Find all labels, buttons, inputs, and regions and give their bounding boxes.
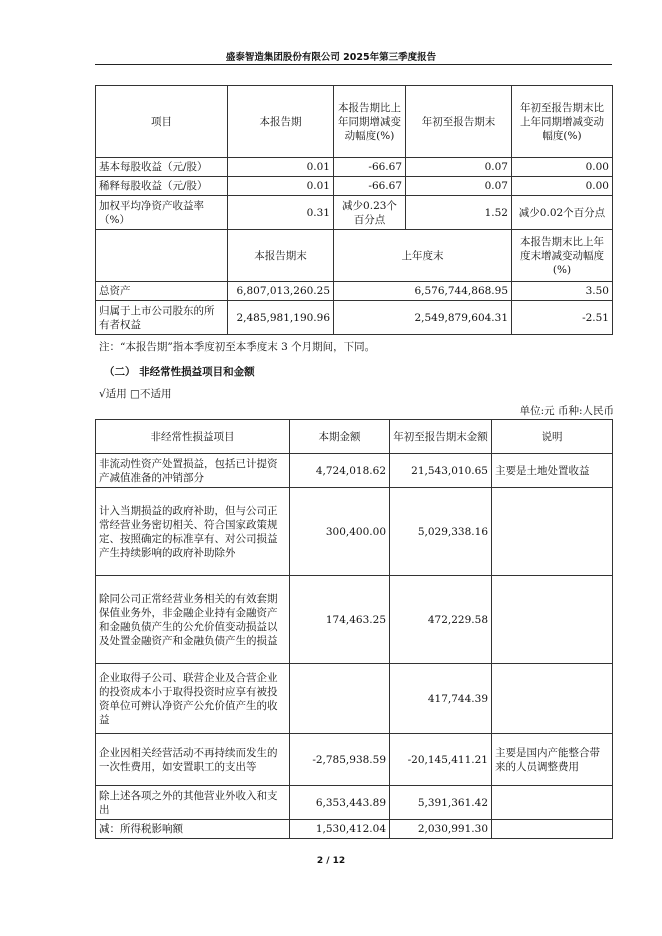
page-header-title: 盛泰智造集团股份有限公司 2025年第三季度报告: [225, 52, 437, 63]
cell-value: -2.51: [512, 301, 613, 335]
col-header-prior-year-end: 上年度末: [334, 230, 512, 282]
table-note: 注：“本报告期”指本季度初至本季度末 3 个月期间，下同。: [99, 341, 376, 353]
table-header-row: [96, 420, 613, 454]
col-header-period-end-change: 本报告期末比上年度末增减变动幅度(%): [512, 230, 613, 282]
col-header-item: 项目: [96, 86, 228, 158]
cell-value: -66.67: [334, 177, 406, 196]
cell-value: 5,029,338.16: [390, 488, 492, 576]
row-label: 除同公司正常经营业务相关的有效套期保值业务外，非金融企业持有金融资产和金融负债产生的公允价值变动损益以及处置金融资产和金融负债产生的损益: [96, 576, 290, 664]
row-label: 除上述各项之外的其他营业外收入和支出: [96, 786, 290, 820]
cell-value: 减少0.23个百分点: [334, 196, 406, 230]
cell-value: -2,785,938.59: [290, 734, 390, 786]
cell-value: 0.31: [228, 196, 334, 230]
row-label: 稀释每股收益（元/股）: [96, 177, 228, 196]
col-header-ytd: 年初至报告期末: [406, 86, 512, 158]
non-recurring-items-table: [95, 419, 613, 839]
table-row: [96, 454, 613, 488]
cell-value: 417,744.39: [390, 664, 492, 734]
row-label: 计入当期损益的政府补助，但与公司正常经营业务密切相关、符合国家政策规定、按照确定的标准享有、对公司损益产生持续影响的政府补助除外: [96, 488, 290, 576]
table-row: [96, 820, 613, 839]
cell-value: 2,485,981,190.96: [228, 301, 334, 335]
cell-remark: 主要是土地处置收益: [492, 454, 613, 488]
page-number: 2 / 12: [316, 856, 346, 866]
col-header-remark: 说明: [492, 420, 613, 454]
cell-value: 0.07: [406, 177, 512, 196]
cell-remark: 主要是国内产能整合带来的人员调整费用: [492, 734, 613, 786]
cell-value: 6,576,744,868.95: [334, 282, 512, 301]
table-row: [96, 282, 613, 301]
table-header-row: [96, 230, 613, 282]
cell-value: 472,229.58: [390, 576, 492, 664]
cell-value: 6,353,443.89: [290, 786, 390, 820]
col-header-item: 非经常性损益项目: [96, 420, 290, 454]
cell-value: 174,463.25: [290, 576, 390, 664]
cell-value: 300,400.00: [290, 488, 390, 576]
cell-remark: [492, 820, 613, 839]
applicability-checkbox: √适用 □不适用: [99, 388, 172, 400]
cell-value: 6,807,013,260.25: [228, 282, 334, 301]
row-label: 企业因相关经营活动不再持续而发生的一次性费用，如安置职工的支出等: [96, 734, 290, 786]
section-title: （二） 非经常性损益项目和金额: [104, 366, 255, 378]
cell-remark: [492, 576, 613, 664]
cell-value: 4,724,018.62: [290, 454, 390, 488]
cell-value: [290, 664, 390, 734]
row-label: 非流动性资产处置损益，包括已计提资产减值准备的冲销部分: [96, 454, 290, 488]
cell-value: 2,030,991.30: [390, 820, 492, 839]
cell-value: 1,530,412.04: [290, 820, 390, 839]
cell-remark: [492, 488, 613, 576]
cell-value: 1.52: [406, 196, 512, 230]
row-label: 归属于上市公司股东的所有者权益: [96, 301, 228, 335]
table-row: [96, 576, 613, 664]
header-divider: [95, 64, 612, 65]
cell-remark: [492, 786, 613, 820]
table-row: [96, 734, 613, 786]
row-label: 加权平均净资产收益率（%）: [96, 196, 228, 230]
table-row: [96, 664, 613, 734]
row-label: 减：所得税影响额: [96, 820, 290, 839]
row-label: 总资产: [96, 282, 228, 301]
cell-value: 0.00: [512, 158, 613, 177]
empty-cell: [96, 230, 228, 282]
cell-value: 0.01: [228, 158, 334, 177]
table-row: [96, 196, 613, 230]
financial-indicators-table: [95, 85, 613, 335]
unit-label: 单位:元 币种:人民币: [519, 405, 614, 417]
col-header-ytd-change: 年初至报告期末比上年同期增减变动幅度(%): [512, 86, 613, 158]
row-label: 基本每股收益（元/股）: [96, 158, 228, 177]
cell-value: -66.67: [334, 158, 406, 177]
cell-value: 减少0.02个百分点: [512, 196, 613, 230]
cell-value: 5,391,361.42: [390, 786, 492, 820]
cell-remark: [492, 664, 613, 734]
col-header-current-change: 本报告期比上年同期增减变动幅度(%): [334, 86, 406, 158]
row-label: 企业取得子公司、联营企业及合营企业的投资成本小于取得投资时应享有被投资单位可辨认净资产公允价值产生的收益: [96, 664, 290, 734]
col-header-current-amount: 本期金额: [290, 420, 390, 454]
table-row: [96, 158, 613, 177]
table-row: [96, 301, 613, 335]
col-header-period-end: 本报告期末: [228, 230, 334, 282]
col-header-current-period: 本报告期: [228, 86, 334, 158]
cell-value: -20,145,411.21: [390, 734, 492, 786]
cell-value: 3.50: [512, 282, 613, 301]
table-row: [96, 786, 613, 820]
cell-value: 2,549,879,604.31: [334, 301, 512, 335]
cell-value: 21,543,010.65: [390, 454, 492, 488]
cell-value: 0.00: [512, 177, 613, 196]
table-header-row: [96, 86, 613, 158]
cell-value: 0.01: [228, 177, 334, 196]
table-row: [96, 177, 613, 196]
col-header-ytd-amount: 年初至报告期末金额: [390, 420, 492, 454]
table-row: [96, 488, 613, 576]
cell-value: 0.07: [406, 158, 512, 177]
